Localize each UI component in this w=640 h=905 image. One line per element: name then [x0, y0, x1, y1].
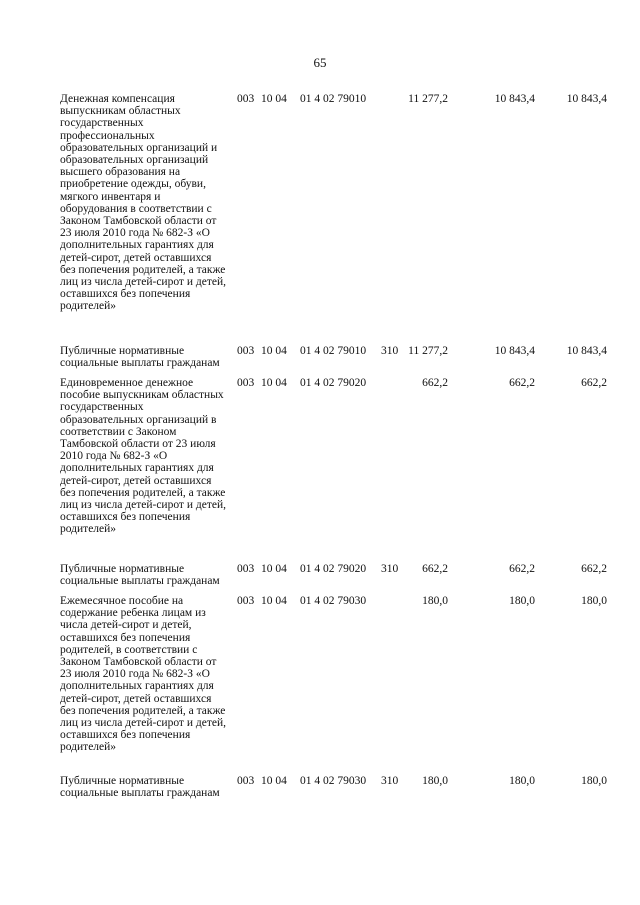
table-row — [0, 563, 640, 595]
value-year-1: 662,2 — [422, 377, 448, 389]
value-year-2: 662,2 — [509, 377, 535, 389]
value-year-1: 662,2 — [422, 563, 448, 575]
value-year-2: 180,0 — [509, 775, 535, 787]
budget-table — [0, 93, 640, 807]
value-year-3: 180,0 — [581, 775, 607, 787]
article-code: 01 4 02 79020 — [300, 563, 367, 575]
value-year-3: 662,2 — [581, 563, 607, 575]
admin-code: 003 — [237, 775, 255, 787]
section-code: 10 04 — [261, 563, 287, 575]
value-year-3: 10 843,4 — [566, 93, 607, 105]
admin-code: 003 — [237, 345, 255, 357]
value-year-2: 180,0 — [509, 595, 535, 607]
section-code: 10 04 — [261, 595, 287, 607]
value-year-1: 180,0 — [422, 595, 448, 607]
section-code: 10 04 — [261, 93, 287, 105]
value-year-3: 662,2 — [581, 377, 607, 389]
table-row — [0, 595, 640, 775]
row-description: Ежемесячное пособие на содержание ребенка лицам из числа детей-сирот и детей, оставшихся без попечения родителей, в соответствии с Законом Тамбовской области от 23 июля 2010 года № 682-З «О дополнительных гарантиях для детей-сирот, детей оставшихся без попечения родителей, а также лиц из числа детей-сирот и детей, оставшихся без попечения родителей» — [60, 595, 226, 754]
article-code: 01 4 02 79030 — [300, 595, 367, 607]
page-number: 65 — [313, 55, 327, 70]
section-code: 10 04 — [261, 377, 287, 389]
expense-type-code: 310 — [381, 563, 399, 575]
table-row — [0, 377, 640, 563]
table-row — [0, 775, 640, 807]
article-code: 01 4 02 79030 — [300, 775, 367, 787]
value-year-2: 662,2 — [509, 563, 535, 575]
value-year-2: 10 843,4 — [494, 93, 535, 105]
table-row — [0, 93, 640, 345]
value-year-2: 10 843,4 — [494, 345, 535, 357]
value-year-1: 180,0 — [422, 775, 448, 787]
article-code: 01 4 02 79020 — [300, 377, 367, 389]
expense-type-code: 310 — [381, 775, 399, 787]
admin-code: 003 — [237, 377, 255, 389]
row-description: Публичные нормативные социальные выплаты гражданам — [60, 775, 220, 800]
value-year-3: 10 843,4 — [566, 345, 607, 357]
row-description: Единовременное денежное пособие выпускникам областных государственных образовательных организаций в соответствии с Законом Тамбовской области от 23 июля 2010 года № 682-З «О дополнительных гарантиях для детей-сирот, детей оставшихся без попечения родителей, а также лиц из числа детей-сирот и детей, оставшихся без попечения родителей» — [60, 377, 226, 536]
expense-type-code: 310 — [381, 345, 399, 357]
article-code: 01 4 02 79010 — [300, 93, 367, 105]
admin-code: 003 — [237, 563, 255, 575]
value-year-3: 180,0 — [581, 595, 607, 607]
value-year-1: 11 277,2 — [408, 93, 448, 105]
row-description: Денежная компенсация выпускникам областных государственных профессиональных образовательных организаций и образовательных организаций высшего образования на приобретение одежды, обуви, мягкого инвентаря и оборудования в соответствии с Законом Тамбовской области от 23 июля 2010 года № 682-З «О дополнительных гарантиях для детей-сирот, детей оставшихся без попечения родителей, а также лиц из числа детей-сирот и детей, оставшихся без попечения родителей» — [60, 93, 226, 313]
article-code: 01 4 02 79010 — [300, 345, 367, 357]
section-code: 10 04 — [261, 345, 287, 357]
table-row — [0, 345, 640, 377]
value-year-1: 11 277,2 — [408, 345, 448, 357]
section-code: 10 04 — [261, 775, 287, 787]
admin-code: 003 — [237, 595, 255, 607]
row-description: Публичные нормативные социальные выплаты гражданам — [60, 563, 220, 588]
row-description: Публичные нормативные социальные выплаты гражданам — [60, 345, 220, 370]
admin-code: 003 — [237, 93, 255, 105]
